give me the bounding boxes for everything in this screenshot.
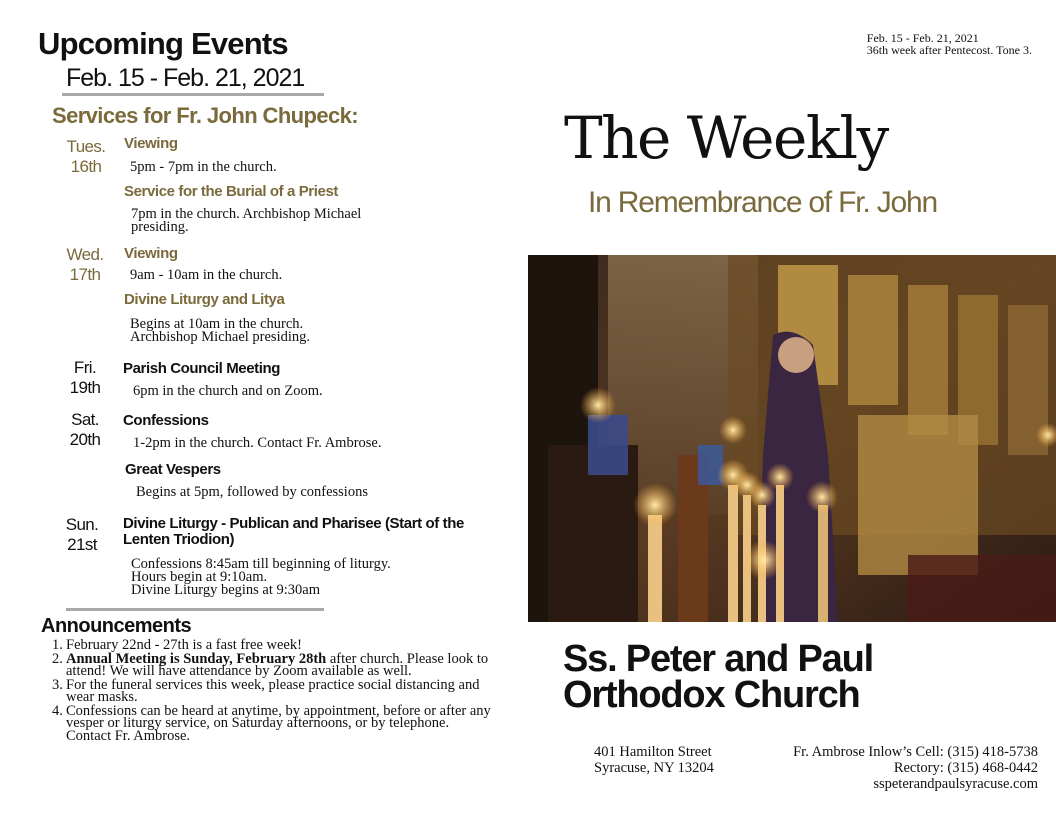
week-tone: 36th week after Pentecost. Tone 3. xyxy=(866,43,1032,57)
event-title: Divine Liturgy and Litya xyxy=(124,291,285,308)
newsletter-title: The Weekly xyxy=(564,104,888,172)
item-bold-text: Annual Meeting is Sunday, February 28th xyxy=(66,650,327,667)
rectory-phone: Rectory: (315) 468-0442 xyxy=(893,760,1038,776)
event-description-line: Confessions 8:45am till beginning of liturgy. xyxy=(131,556,391,572)
item-text: Confessions can be heard at anytime, by appointment, before or after any vesper or liturgy service, on Saturday afternoons, or by telephone. Contact Fr. Ambrose. xyxy=(66,702,491,744)
address-street: 401 Hamilton Street xyxy=(594,744,712,760)
church-photo xyxy=(528,255,1056,622)
item-text: February 22nd - 27th is a fast free week! xyxy=(66,637,302,653)
item-text: after church. Please look to attend! We will have attendance by Zoom available as well. xyxy=(66,650,489,679)
church-address xyxy=(594,744,714,776)
event-description-line: Hours begin at 9:10am. xyxy=(131,569,268,585)
event-title: Parish Council Meeting xyxy=(123,360,281,377)
announcement-item xyxy=(52,650,492,679)
day-name: Wed. xyxy=(66,245,104,264)
item-number: 4. xyxy=(52,702,63,719)
week-info xyxy=(867,32,1032,56)
church-name xyxy=(563,638,873,716)
event-description: Begins at 5pm, followed by confessions xyxy=(136,484,368,500)
day-label-sat xyxy=(55,410,115,450)
day-label-tues xyxy=(56,137,116,177)
events-title: Upcoming Events xyxy=(38,26,288,61)
website: sspeterandpaulsyracuse.com xyxy=(873,776,1038,792)
event-title: Divine Liturgy - Publican and Pharisee (Start of the Lenten Triodion) xyxy=(123,515,464,548)
address-city: Syracuse, NY 13204 xyxy=(594,760,714,776)
event-description xyxy=(131,558,391,597)
day-number: 17th xyxy=(69,265,101,284)
cell-phone: Fr. Ambrose Inlow’s Cell: (315) 418-5738 xyxy=(793,744,1038,760)
event-title: Service for the Burial of a Priest xyxy=(124,183,338,200)
event-description: 1-2pm in the church. Contact Fr. Ambrose. xyxy=(133,435,382,451)
church-name-line: Ss. Peter and Paul xyxy=(563,638,873,680)
divider xyxy=(62,93,324,96)
events-dates: Feb. 15 - Feb. 21, 2021 xyxy=(66,64,305,92)
church-name-line: Orthodox Church xyxy=(563,674,860,716)
event-description: Begins at 10am in the church. Archbishop Michael presiding. xyxy=(130,316,311,345)
announcements-list xyxy=(52,639,492,743)
day-name: Tues. xyxy=(66,137,106,156)
day-number: 16th xyxy=(70,157,102,176)
day-number: 21st xyxy=(67,535,97,554)
event-title: Viewing xyxy=(124,245,178,262)
event-description-line: Divine Liturgy begins at 9:30am xyxy=(131,582,321,598)
item-text: For the funeral services this week, please practice social distancing and wear masks. xyxy=(66,676,480,705)
announcement-item xyxy=(52,676,492,705)
item-number: 3. xyxy=(52,676,63,693)
announcement-item xyxy=(52,702,492,744)
day-label-sun xyxy=(52,515,112,555)
day-number: 19th xyxy=(69,378,101,397)
event-description: 6pm in the church and on Zoom. xyxy=(133,383,323,399)
event-title: Great Vespers xyxy=(125,461,221,478)
event-description: 7pm in the church. Archbishop Michael presiding. xyxy=(131,206,362,235)
week-dates: Feb. 15 - Feb. 21, 2021 xyxy=(866,31,979,45)
item-number: 1. xyxy=(52,637,63,653)
event-description: 5pm - 7pm in the church. xyxy=(130,159,277,175)
event-title: Viewing xyxy=(124,135,178,152)
event-description: 9am - 10am in the church. xyxy=(130,267,283,283)
services-heading: Services for Fr. John Chupeck: xyxy=(52,103,358,128)
item-number: 2. xyxy=(52,650,63,667)
day-name: Sat. xyxy=(71,410,99,429)
event-title: Confessions xyxy=(123,412,209,429)
divider xyxy=(66,608,324,611)
day-name: Fri. xyxy=(73,358,97,377)
announcements-heading: Announcements xyxy=(41,615,192,637)
newsletter-subtitle: In Remembrance of Fr. John xyxy=(588,186,937,219)
contact-info xyxy=(793,744,1038,792)
day-label-fri xyxy=(55,358,115,398)
day-name: Sun. xyxy=(65,515,99,534)
day-label-wed xyxy=(55,245,115,285)
day-number: 20th xyxy=(69,430,101,449)
